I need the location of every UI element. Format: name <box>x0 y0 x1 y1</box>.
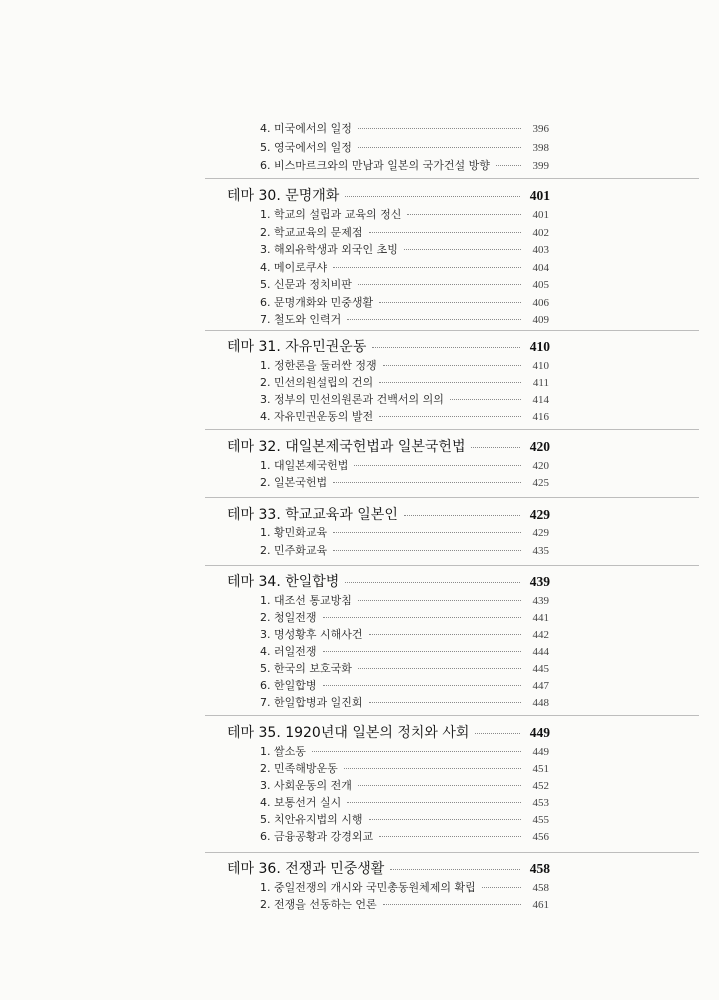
dot-leader <box>323 617 522 618</box>
page-number: 452 <box>532 780 549 792</box>
theme-page-number: 458 <box>529 861 550 876</box>
theme-title: 테마 33. 학교교육과 일본인 <box>227 507 398 523</box>
toc-entry <box>260 626 549 642</box>
theme-page-number: 429 <box>529 507 550 522</box>
toc-entry <box>260 879 549 895</box>
theme-page-number: 449 <box>529 725 550 740</box>
entry-title: 4. 미국에서의 일정 <box>260 122 352 135</box>
toc-entry <box>260 524 549 540</box>
entry-title: 1. 정한론을 둘러싼 정쟁 <box>260 359 377 372</box>
toc-entry <box>260 311 549 327</box>
entry-title: 3. 해외유학생과 외국인 초빙 <box>260 243 398 256</box>
page-number: 441 <box>532 612 549 624</box>
page-number: 442 <box>532 629 549 641</box>
page-number: 453 <box>532 797 549 809</box>
page-number: 461 <box>532 899 549 911</box>
toc-entry <box>260 374 549 390</box>
dot-leader <box>379 382 521 383</box>
page-number: 406 <box>532 297 549 309</box>
dot-leader <box>369 634 522 635</box>
dot-leader <box>369 819 522 820</box>
toc-entry <box>260 408 549 424</box>
dot-leader <box>379 836 521 837</box>
theme-heading <box>227 858 550 878</box>
entry-title: 3. 정부의 민선의원론과 건백서의 의의 <box>260 393 444 406</box>
theme-heading <box>227 504 550 524</box>
entry-title: 6. 한일합병 <box>260 679 317 692</box>
theme-heading <box>227 571 550 591</box>
entry-title: 4. 보통선거 실시 <box>260 796 342 809</box>
page-number: 398 <box>532 142 549 154</box>
page-number: 458 <box>532 882 549 894</box>
dot-leader <box>369 702 522 703</box>
dot-leader <box>404 249 521 250</box>
toc-entry <box>260 294 549 310</box>
dot-leader <box>347 319 521 320</box>
dot-leader <box>379 302 521 303</box>
dot-leader <box>383 365 521 366</box>
dot-leader <box>323 685 522 686</box>
dot-leader <box>390 869 520 870</box>
page-number: 445 <box>532 663 549 675</box>
toc-entry <box>260 457 549 473</box>
theme-heading <box>227 436 550 456</box>
dot-leader <box>358 128 521 129</box>
toc-entry <box>260 120 549 136</box>
toc-entry <box>260 694 549 710</box>
theme-title: 테마 36. 전쟁과 민중생활 <box>227 861 385 877</box>
page-number: 447 <box>532 680 549 692</box>
page-number: 429 <box>532 527 549 539</box>
page-number: 401 <box>532 209 549 221</box>
dot-leader <box>404 515 520 516</box>
dot-leader <box>372 347 520 348</box>
dot-leader <box>333 482 521 483</box>
dot-leader <box>354 465 521 466</box>
theme-title: 테마 35. 1920년대 일본의 정치와 사회 <box>227 725 470 741</box>
section-divider <box>205 330 699 331</box>
entry-title: 2. 학교교육의 문제점 <box>260 226 363 239</box>
page-number: 425 <box>532 477 549 489</box>
theme-heading <box>227 722 550 742</box>
page-number: 396 <box>532 123 549 135</box>
entry-title: 2. 민주화교육 <box>260 544 328 557</box>
section-divider <box>205 178 699 179</box>
toc-entry <box>260 224 549 240</box>
entry-title: 7. 철도와 인력거 <box>260 313 342 326</box>
entry-title: 2. 전쟁을 선동하는 언론 <box>260 898 377 911</box>
entry-title: 5. 신문과 정치비판 <box>260 278 352 291</box>
toc-entry <box>260 643 549 659</box>
section-divider <box>205 429 699 430</box>
entry-title: 1. 쌀소동 <box>260 745 306 758</box>
toc-entry <box>260 276 549 292</box>
dot-leader <box>358 147 521 148</box>
dot-leader <box>345 582 520 583</box>
entry-title: 5. 한국의 보호국화 <box>260 662 352 675</box>
dot-leader <box>333 532 521 533</box>
theme-page-number: 401 <box>529 188 550 203</box>
toc-entry <box>260 542 549 558</box>
page-number: 439 <box>532 595 549 607</box>
toc-entry <box>260 259 549 275</box>
theme-page-number: 439 <box>529 574 550 589</box>
toc-entry <box>260 760 549 776</box>
theme-heading <box>227 185 550 205</box>
toc-entry <box>260 743 549 759</box>
toc-entry <box>260 609 549 625</box>
dot-leader <box>496 165 521 166</box>
toc-entry <box>260 206 549 222</box>
section-divider <box>205 715 699 716</box>
theme-title: 테마 30. 문명개화 <box>227 188 340 204</box>
entry-title: 4. 메이로쿠샤 <box>260 261 328 274</box>
entry-title: 1. 황민화교육 <box>260 526 328 539</box>
dot-leader <box>475 733 520 734</box>
page-number: 409 <box>532 314 549 326</box>
dot-leader <box>358 668 521 669</box>
toc-entry <box>260 139 549 155</box>
page-number: 420 <box>532 460 549 472</box>
entry-title: 2. 청일전쟁 <box>260 611 317 624</box>
entry-title: 6. 비스마르크와의 만남과 일본의 국가건설 방향 <box>260 159 490 172</box>
theme-title: 테마 32. 대일본제국헌법과 일본국헌법 <box>227 439 466 455</box>
toc-entry <box>260 777 549 793</box>
entry-title: 1. 대일본제국헌법 <box>260 459 349 472</box>
toc-entry <box>260 660 549 676</box>
toc-entry <box>260 896 549 912</box>
page-number: 449 <box>532 746 549 758</box>
dot-leader <box>345 196 520 197</box>
entry-title: 2. 민선의원설립의 건의 <box>260 376 374 389</box>
dot-leader <box>450 399 521 400</box>
dot-leader <box>344 768 521 769</box>
entry-title: 1. 대조선 통교방침 <box>260 594 352 607</box>
dot-leader <box>323 651 522 652</box>
entry-title: 7. 한일합병과 일진회 <box>260 696 363 709</box>
theme-title: 테마 31. 자유민권운동 <box>227 339 367 355</box>
theme-heading <box>227 336 550 356</box>
entry-title: 2. 일본국헌법 <box>260 476 328 489</box>
entry-title: 1. 학교의 설립과 교육의 정신 <box>260 208 402 221</box>
page-number: 435 <box>532 545 549 557</box>
entry-title: 3. 명성황후 시해사건 <box>260 628 363 641</box>
entry-title: 4. 자유민권운동의 발전 <box>260 410 374 423</box>
entry-title: 1. 중일전쟁의 개시와 국민총동원체제의 확립 <box>260 881 476 894</box>
page-number: 403 <box>532 244 549 256</box>
dot-leader <box>358 284 521 285</box>
page-number: 444 <box>532 646 549 658</box>
dot-leader <box>358 785 521 786</box>
dot-leader <box>333 267 521 268</box>
toc-entry <box>260 592 549 608</box>
page-number: 456 <box>532 831 549 843</box>
page-number: 455 <box>532 814 549 826</box>
toc-entry <box>260 241 549 257</box>
entry-title: 5. 치안유지법의 시행 <box>260 813 363 826</box>
theme-page-number: 410 <box>529 339 550 354</box>
toc-entry <box>260 677 549 693</box>
page-number: 405 <box>532 279 549 291</box>
page-number: 404 <box>532 262 549 274</box>
toc-entry <box>260 794 549 810</box>
dot-leader <box>482 887 521 888</box>
entry-title: 2. 민족해방운동 <box>260 762 338 775</box>
page-number: 416 <box>532 411 549 423</box>
dot-leader <box>358 600 521 601</box>
page-number: 414 <box>532 394 549 406</box>
entry-title: 4. 러일전쟁 <box>260 645 317 658</box>
toc-entry <box>260 811 549 827</box>
entry-title: 3. 사회운동의 전개 <box>260 779 352 792</box>
dot-leader <box>312 751 521 752</box>
page-number: 410 <box>532 360 549 372</box>
section-divider <box>205 565 699 566</box>
entry-title: 5. 영국에서의 일정 <box>260 141 352 154</box>
theme-page-number: 420 <box>529 439 550 454</box>
page-number: 411 <box>532 377 549 389</box>
dot-leader <box>347 802 521 803</box>
entry-title: 6. 문명개화와 민중생활 <box>260 296 374 309</box>
toc-entry <box>260 474 549 490</box>
toc-entry <box>260 357 549 373</box>
dot-leader <box>333 550 521 551</box>
toc-entry <box>260 157 549 173</box>
page-number: 402 <box>532 227 549 239</box>
toc-entry <box>260 828 549 844</box>
section-divider <box>205 852 699 853</box>
page-number: 399 <box>532 160 549 172</box>
dot-leader <box>383 904 521 905</box>
section-divider <box>205 497 699 498</box>
entry-title: 6. 금융공황과 강경외교 <box>260 830 374 843</box>
dot-leader <box>369 232 522 233</box>
toc-entry <box>260 391 549 407</box>
page-number: 451 <box>532 763 549 775</box>
page-number: 448 <box>532 697 549 709</box>
dot-leader <box>379 416 521 417</box>
theme-title: 테마 34. 한일합병 <box>227 574 340 590</box>
dot-leader <box>471 447 520 448</box>
dot-leader <box>407 214 521 215</box>
